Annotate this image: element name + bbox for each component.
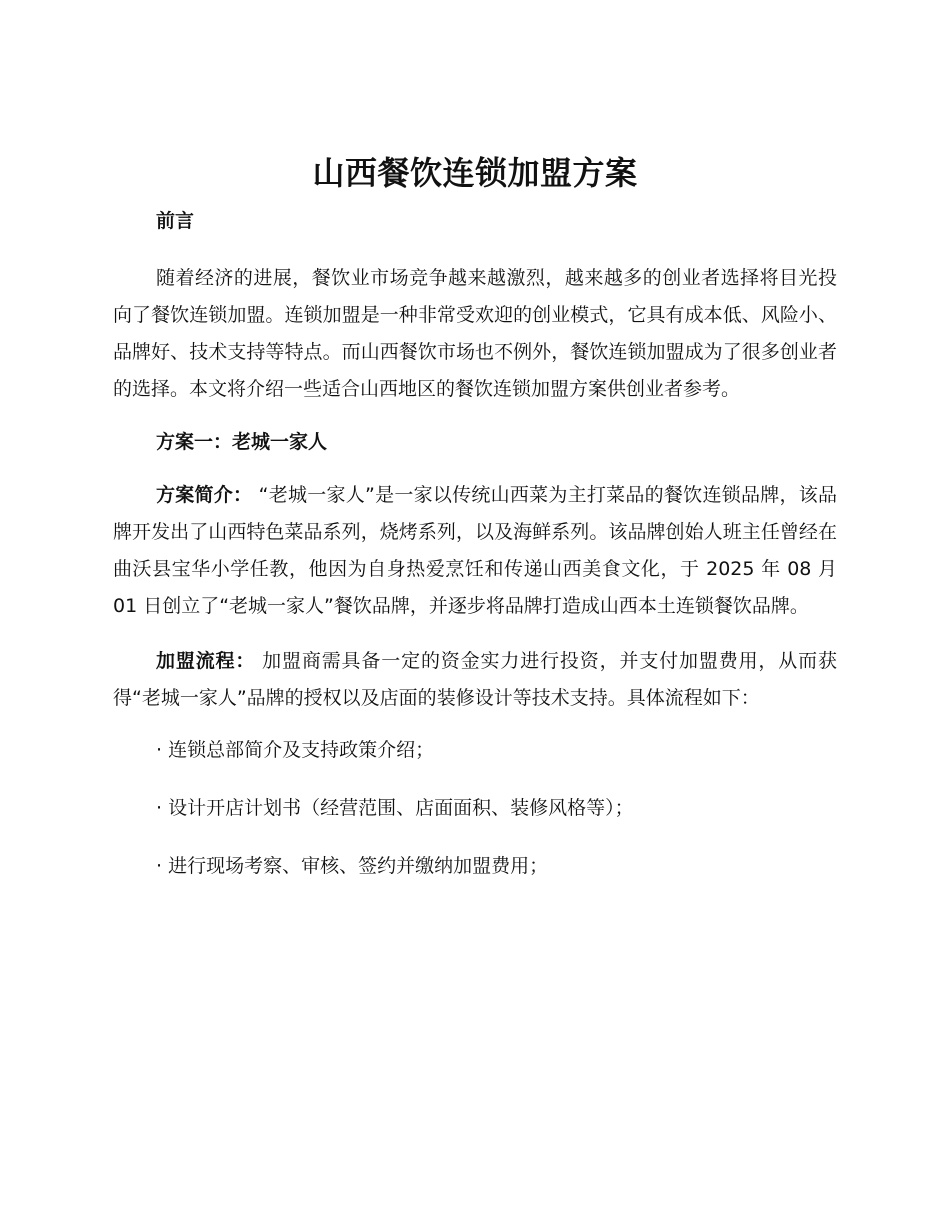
preface-heading: 前言: [156, 210, 195, 232]
join-process-paragraph: [113, 643, 837, 717]
plan-profile-text: “老城一家人”是一家以传统山西菜为主打菜品的餐饮连锁品牌，该品牌开发出了山西特色菜品系列，烧烤系列，以及海鲜系列。该品牌创始人班主任曾经在曲沃县宝华小学任教，他因为自身热爱烹饪和传递山西美食文化，于 2025 年 08 月 01 日创立了“老城一家人”餐饮品牌，并逐步将品牌打造成山西本土连锁餐饮品牌。: [113, 484, 837, 617]
plan-one-heading: 方案一：老城一家人: [156, 431, 328, 453]
join-process-label: 加盟流程：: [156, 650, 256, 672]
intro-paragraph: 随着经济的进展，餐饮业市场竞争越来越激烈，越来越多的创业者选择将目光投向了餐饮连锁加盟。连锁加盟是一种非常受欢迎的创业模式，它具有成本低、风险小、品牌好、技术支持等特点。而山西餐饮市场也不例外，餐饮连锁加盟成为了很多创业者的选择。本文将介绍一些适合山西地区的餐饮连锁加盟方案供创业者参考。: [113, 267, 837, 400]
join-process-text: 加盟商需具备一定的资金实力进行投资，并支付加盟费用，从而获得“老城一家人”品牌的授权以及店面的装修设计等技术支持。具体流程如下：: [113, 650, 837, 709]
plan-profile-paragraph: [113, 477, 837, 625]
document-title: 山西餐饮连锁加盟方案: [312, 154, 638, 192]
plan-profile-label: 方案简介：: [156, 484, 253, 506]
list-item: · 连锁总部简介及支持政策介绍；: [156, 739, 435, 761]
join-steps-list: [113, 735, 837, 881]
list-item: · 进行现场考察、审核、签约并缴纳加盟费用；: [156, 855, 549, 877]
list-item: · 设计开店计划书（经营范围、店面面积、装修风格等）；: [156, 797, 634, 819]
